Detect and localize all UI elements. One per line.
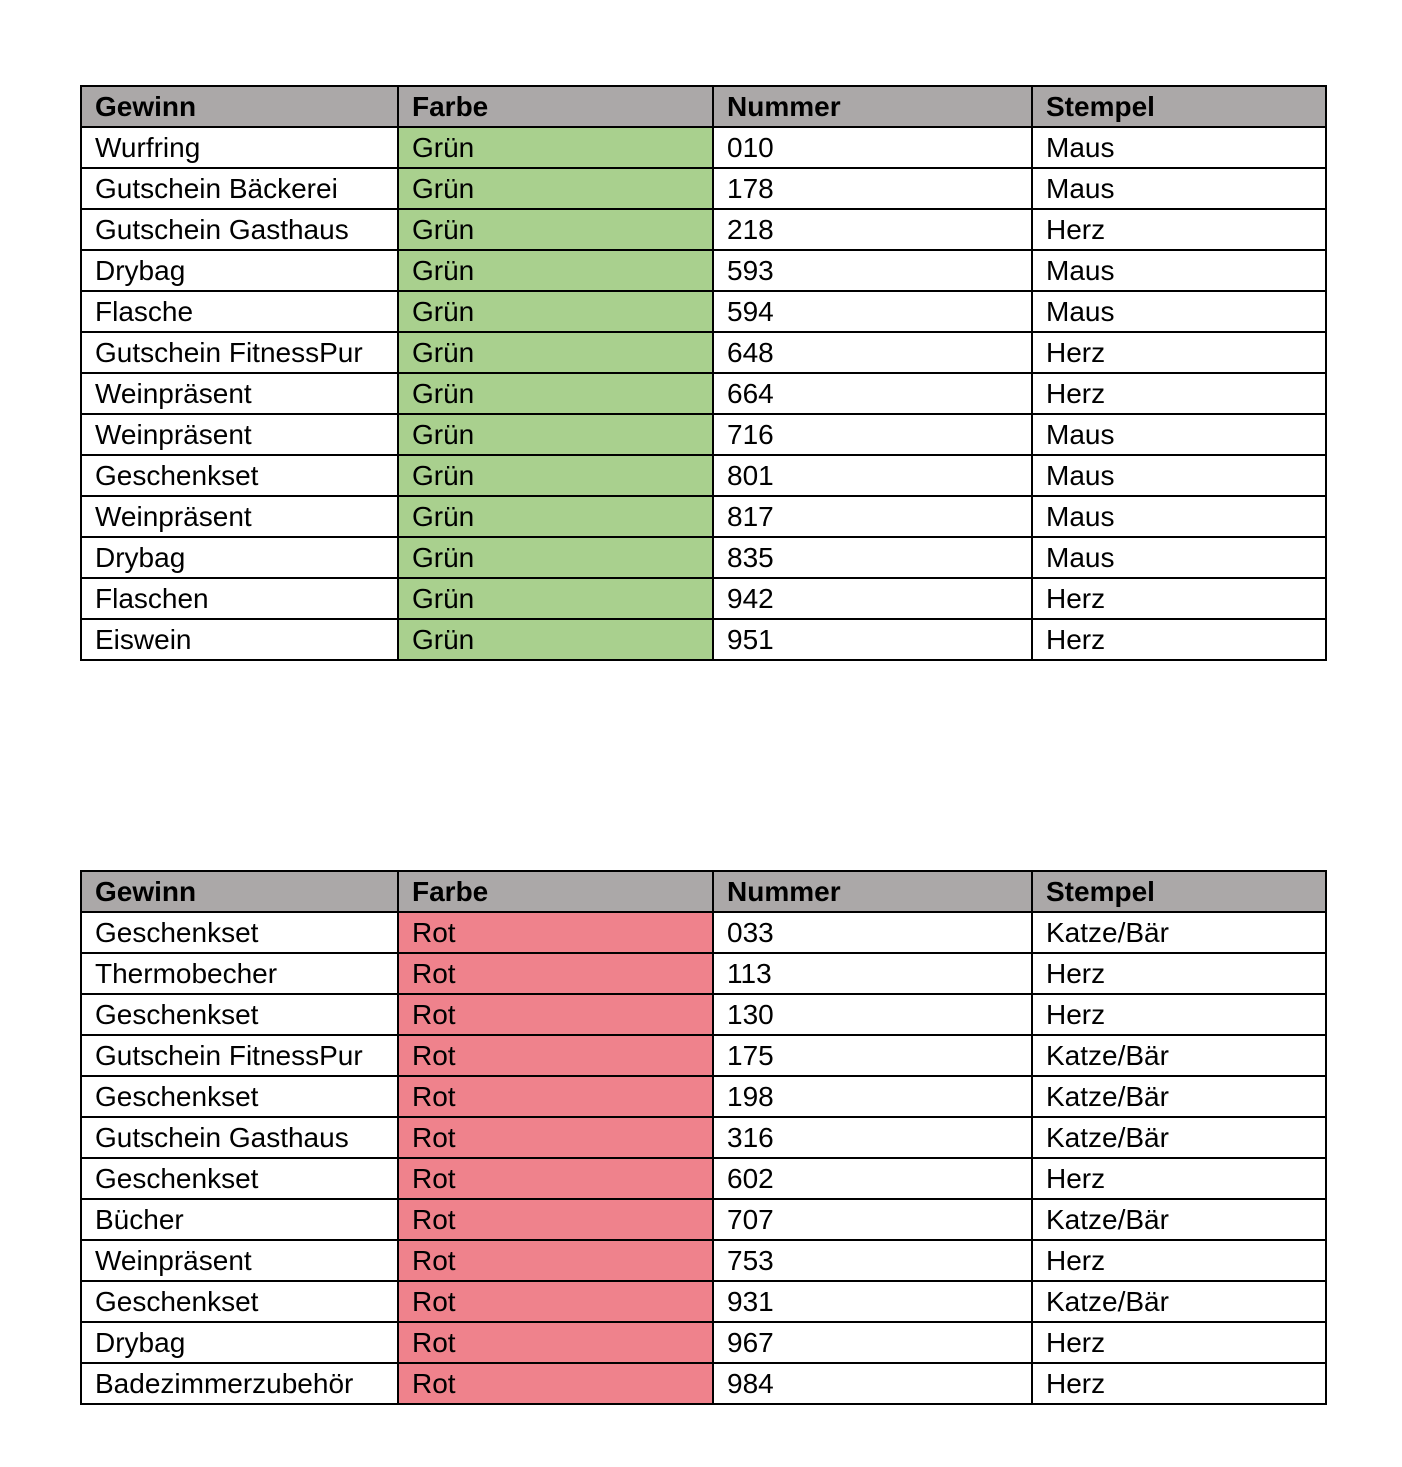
- table-row: [81, 414, 1326, 455]
- gewinn-cell: Geschenkset: [81, 1281, 398, 1322]
- column-header-gewinn: Gewinn: [81, 86, 398, 127]
- table-row: [81, 168, 1326, 209]
- gewinn-cell: Flasche: [81, 291, 398, 332]
- table-row: [81, 332, 1326, 373]
- gewinn-cell: Geschenkset: [81, 1158, 398, 1199]
- table-row: [81, 537, 1326, 578]
- table-row: [81, 1117, 1326, 1158]
- farbe-cell: Rot: [398, 1322, 713, 1363]
- gewinn-cell: Eiswein: [81, 619, 398, 660]
- header-row: [81, 86, 1326, 127]
- stempel-cell: Herz: [1032, 332, 1326, 373]
- column-header-nummer: Nummer: [713, 871, 1032, 912]
- gewinn-cell: Geschenkset: [81, 912, 398, 953]
- table-row: [81, 1035, 1326, 1076]
- table-row: [81, 455, 1326, 496]
- nummer-cell: 951: [713, 619, 1032, 660]
- gewinn-cell: Thermobecher: [81, 953, 398, 994]
- nummer-cell: 175: [713, 1035, 1032, 1076]
- nummer-cell: 984: [713, 1363, 1032, 1404]
- farbe-cell: Rot: [398, 1281, 713, 1322]
- gewinn-cell: Drybag: [81, 250, 398, 291]
- stempel-cell: Maus: [1032, 168, 1326, 209]
- stempel-cell: Katze/Bär: [1032, 1281, 1326, 1322]
- gewinn-cell: Drybag: [81, 537, 398, 578]
- stempel-cell: Katze/Bär: [1032, 1076, 1326, 1117]
- farbe-cell: Grün: [398, 414, 713, 455]
- nummer-cell: 594: [713, 291, 1032, 332]
- column-header-nummer: Nummer: [713, 86, 1032, 127]
- farbe-cell: Rot: [398, 1035, 713, 1076]
- nummer-cell: 716: [713, 414, 1032, 455]
- gewinn-cell: Geschenkset: [81, 455, 398, 496]
- farbe-cell: Grün: [398, 455, 713, 496]
- table-row: [81, 1322, 1326, 1363]
- table-row: [81, 127, 1326, 168]
- red-prize-table: [80, 870, 1327, 1405]
- nummer-cell: 316: [713, 1117, 1032, 1158]
- farbe-cell: Rot: [398, 1158, 713, 1199]
- gewinn-cell: Badezimmerzubehör: [81, 1363, 398, 1404]
- stempel-cell: Maus: [1032, 127, 1326, 168]
- column-header-gewinn: Gewinn: [81, 871, 398, 912]
- stempel-cell: Katze/Bär: [1032, 1199, 1326, 1240]
- table-row: [81, 209, 1326, 250]
- table-row: [81, 994, 1326, 1035]
- stempel-cell: Maus: [1032, 455, 1326, 496]
- farbe-cell: Grün: [398, 496, 713, 537]
- table-row: [81, 250, 1326, 291]
- table-row: [81, 373, 1326, 414]
- nummer-cell: 010: [713, 127, 1032, 168]
- farbe-cell: Rot: [398, 1117, 713, 1158]
- gewinn-cell: Gutschein FitnessPur: [81, 332, 398, 373]
- nummer-cell: 967: [713, 1322, 1032, 1363]
- farbe-cell: Rot: [398, 994, 713, 1035]
- stempel-cell: Herz: [1032, 1158, 1326, 1199]
- column-header-farbe: Farbe: [398, 871, 713, 912]
- table-row: [81, 619, 1326, 660]
- stempel-cell: Herz: [1032, 994, 1326, 1035]
- nummer-cell: 664: [713, 373, 1032, 414]
- gewinn-cell: Drybag: [81, 1322, 398, 1363]
- farbe-cell: Rot: [398, 953, 713, 994]
- stempel-cell: Herz: [1032, 1363, 1326, 1404]
- table-row: [81, 578, 1326, 619]
- stempel-cell: Herz: [1032, 209, 1326, 250]
- nummer-cell: 801: [713, 455, 1032, 496]
- column-header-stempel: Stempel: [1032, 871, 1326, 912]
- table-row: [81, 1281, 1326, 1322]
- nummer-cell: 707: [713, 1199, 1032, 1240]
- stempel-cell: Herz: [1032, 373, 1326, 414]
- farbe-cell: Grün: [398, 578, 713, 619]
- table-row: [81, 496, 1326, 537]
- farbe-cell: Grün: [398, 209, 713, 250]
- nummer-cell: 178: [713, 168, 1032, 209]
- gewinn-cell: Wurfring: [81, 127, 398, 168]
- farbe-cell: Grün: [398, 168, 713, 209]
- farbe-cell: Grün: [398, 291, 713, 332]
- nummer-cell: 602: [713, 1158, 1032, 1199]
- gewinn-cell: Weinpräsent: [81, 496, 398, 537]
- table-row: [81, 953, 1326, 994]
- stempel-cell: Herz: [1032, 619, 1326, 660]
- gewinn-cell: Gutschein Bäckerei: [81, 168, 398, 209]
- column-header-farbe: Farbe: [398, 86, 713, 127]
- gewinn-cell: Geschenkset: [81, 1076, 398, 1117]
- farbe-cell: Grün: [398, 619, 713, 660]
- nummer-cell: 198: [713, 1076, 1032, 1117]
- farbe-cell: Rot: [398, 1076, 713, 1117]
- stempel-cell: Herz: [1032, 1322, 1326, 1363]
- farbe-cell: Rot: [398, 1363, 713, 1404]
- stempel-cell: Herz: [1032, 578, 1326, 619]
- gewinn-cell: Weinpräsent: [81, 1240, 398, 1281]
- gewinn-cell: Weinpräsent: [81, 373, 398, 414]
- stempel-cell: Maus: [1032, 250, 1326, 291]
- nummer-cell: 817: [713, 496, 1032, 537]
- stempel-cell: Katze/Bär: [1032, 1035, 1326, 1076]
- stempel-cell: Herz: [1032, 953, 1326, 994]
- table-row: [81, 912, 1326, 953]
- nummer-cell: 033: [713, 912, 1032, 953]
- gewinn-cell: Flaschen: [81, 578, 398, 619]
- farbe-cell: Grün: [398, 373, 713, 414]
- farbe-cell: Rot: [398, 912, 713, 953]
- nummer-cell: 753: [713, 1240, 1032, 1281]
- nummer-cell: 648: [713, 332, 1032, 373]
- table-row: [81, 1076, 1326, 1117]
- nummer-cell: 942: [713, 578, 1032, 619]
- stempel-cell: Maus: [1032, 291, 1326, 332]
- farbe-cell: Grün: [398, 332, 713, 373]
- column-header-stempel: Stempel: [1032, 86, 1326, 127]
- stempel-cell: Katze/Bär: [1032, 912, 1326, 953]
- stempel-cell: Maus: [1032, 496, 1326, 537]
- farbe-cell: Grün: [398, 127, 713, 168]
- stempel-cell: Herz: [1032, 1240, 1326, 1281]
- farbe-cell: Grün: [398, 250, 713, 291]
- stempel-cell: Katze/Bär: [1032, 1117, 1326, 1158]
- nummer-cell: 931: [713, 1281, 1032, 1322]
- stempel-cell: Maus: [1032, 414, 1326, 455]
- table-row: [81, 291, 1326, 332]
- nummer-cell: 218: [713, 209, 1032, 250]
- farbe-cell: Rot: [398, 1240, 713, 1281]
- gewinn-cell: Weinpräsent: [81, 414, 398, 455]
- farbe-cell: Rot: [398, 1199, 713, 1240]
- gewinn-cell: Gutschein Gasthaus: [81, 1117, 398, 1158]
- green-prize-table: [80, 85, 1327, 661]
- nummer-cell: 130: [713, 994, 1032, 1035]
- table-row: [81, 1240, 1326, 1281]
- gewinn-cell: Gutschein FitnessPur: [81, 1035, 398, 1076]
- gewinn-cell: Geschenkset: [81, 994, 398, 1035]
- table-row: [81, 1363, 1326, 1404]
- nummer-cell: 113: [713, 953, 1032, 994]
- stempel-cell: Maus: [1032, 537, 1326, 578]
- gewinn-cell: Bücher: [81, 1199, 398, 1240]
- farbe-cell: Grün: [398, 537, 713, 578]
- nummer-cell: 835: [713, 537, 1032, 578]
- table-row: [81, 1158, 1326, 1199]
- nummer-cell: 593: [713, 250, 1032, 291]
- header-row: [81, 871, 1326, 912]
- gewinn-cell: Gutschein Gasthaus: [81, 209, 398, 250]
- table-row: [81, 1199, 1326, 1240]
